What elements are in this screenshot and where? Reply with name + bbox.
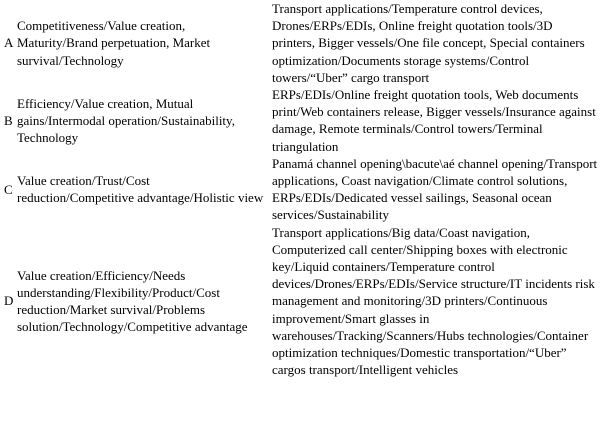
row-label: C <box>4 181 13 197</box>
tools-cell: Transport applications/Big data/Coast navigation, Computerized call center/Shipping boxes with electronic key/Liquid containers/Temperature control devices/Drones/ERPs/EDIs/Service structure/IT incidents risk management and monitoring/3D printers/Continuous improvement/Smart glasses in warehouses/Tracking/Scanners/Hubs technologies/Container optimization techniques/Domestic transportation/“Uber” cargos transport/Intelligent vehicles <box>272 224 595 378</box>
table-row <box>4 0 598 86</box>
row-label: B <box>4 112 13 128</box>
tools-cell: Panamá channel opening\bacute\aé channel opening/Transport applications, Coast navigation/Climate control solutions, ERPs/EDIs/Dedicated vessel sailings, Seasonal ocean services/Sustainability <box>272 155 598 223</box>
factors-cell: Competitiveness/Value creation, Maturity/Brand perpetuation, Market survival/Technology <box>17 18 211 68</box>
table-row <box>4 155 598 224</box>
tools-cell: ERPs/EDIs/Online freight quotation tools, Web documents print/Web containers release, Bigger vessels/Insurance against damage, Remote terminals/Control towers/Terminal triangulation <box>272 87 596 154</box>
factors-cell: Efficiency/Value creation, Mutual gains/Intermodal operation/Sustainability, Technology <box>17 95 235 146</box>
factors-cell: Value creation/Trust/Cost reduction/Competitive advantage/Holistic view <box>17 173 264 206</box>
factors-tools-table <box>4 0 598 378</box>
table-row <box>4 86 598 155</box>
row-label: D <box>4 293 14 309</box>
tools-cell: Transport applications/Temperature control devices, Drones/ERPs/EDIs, Online freight quotation tools/3D printers, Bigger vessels/One file concept, Special containers optimization/Documents storage systems/Control towers/“Uber” cargo transport <box>272 1 585 85</box>
row-label: A <box>4 35 14 51</box>
table-row <box>4 224 598 379</box>
factors-cell: Value creation/Efficiency/Needs understanding/Flexibility/Product/Cost reduction/Market survival/Problems solution/Technology/Competitive advantage <box>17 267 248 335</box>
